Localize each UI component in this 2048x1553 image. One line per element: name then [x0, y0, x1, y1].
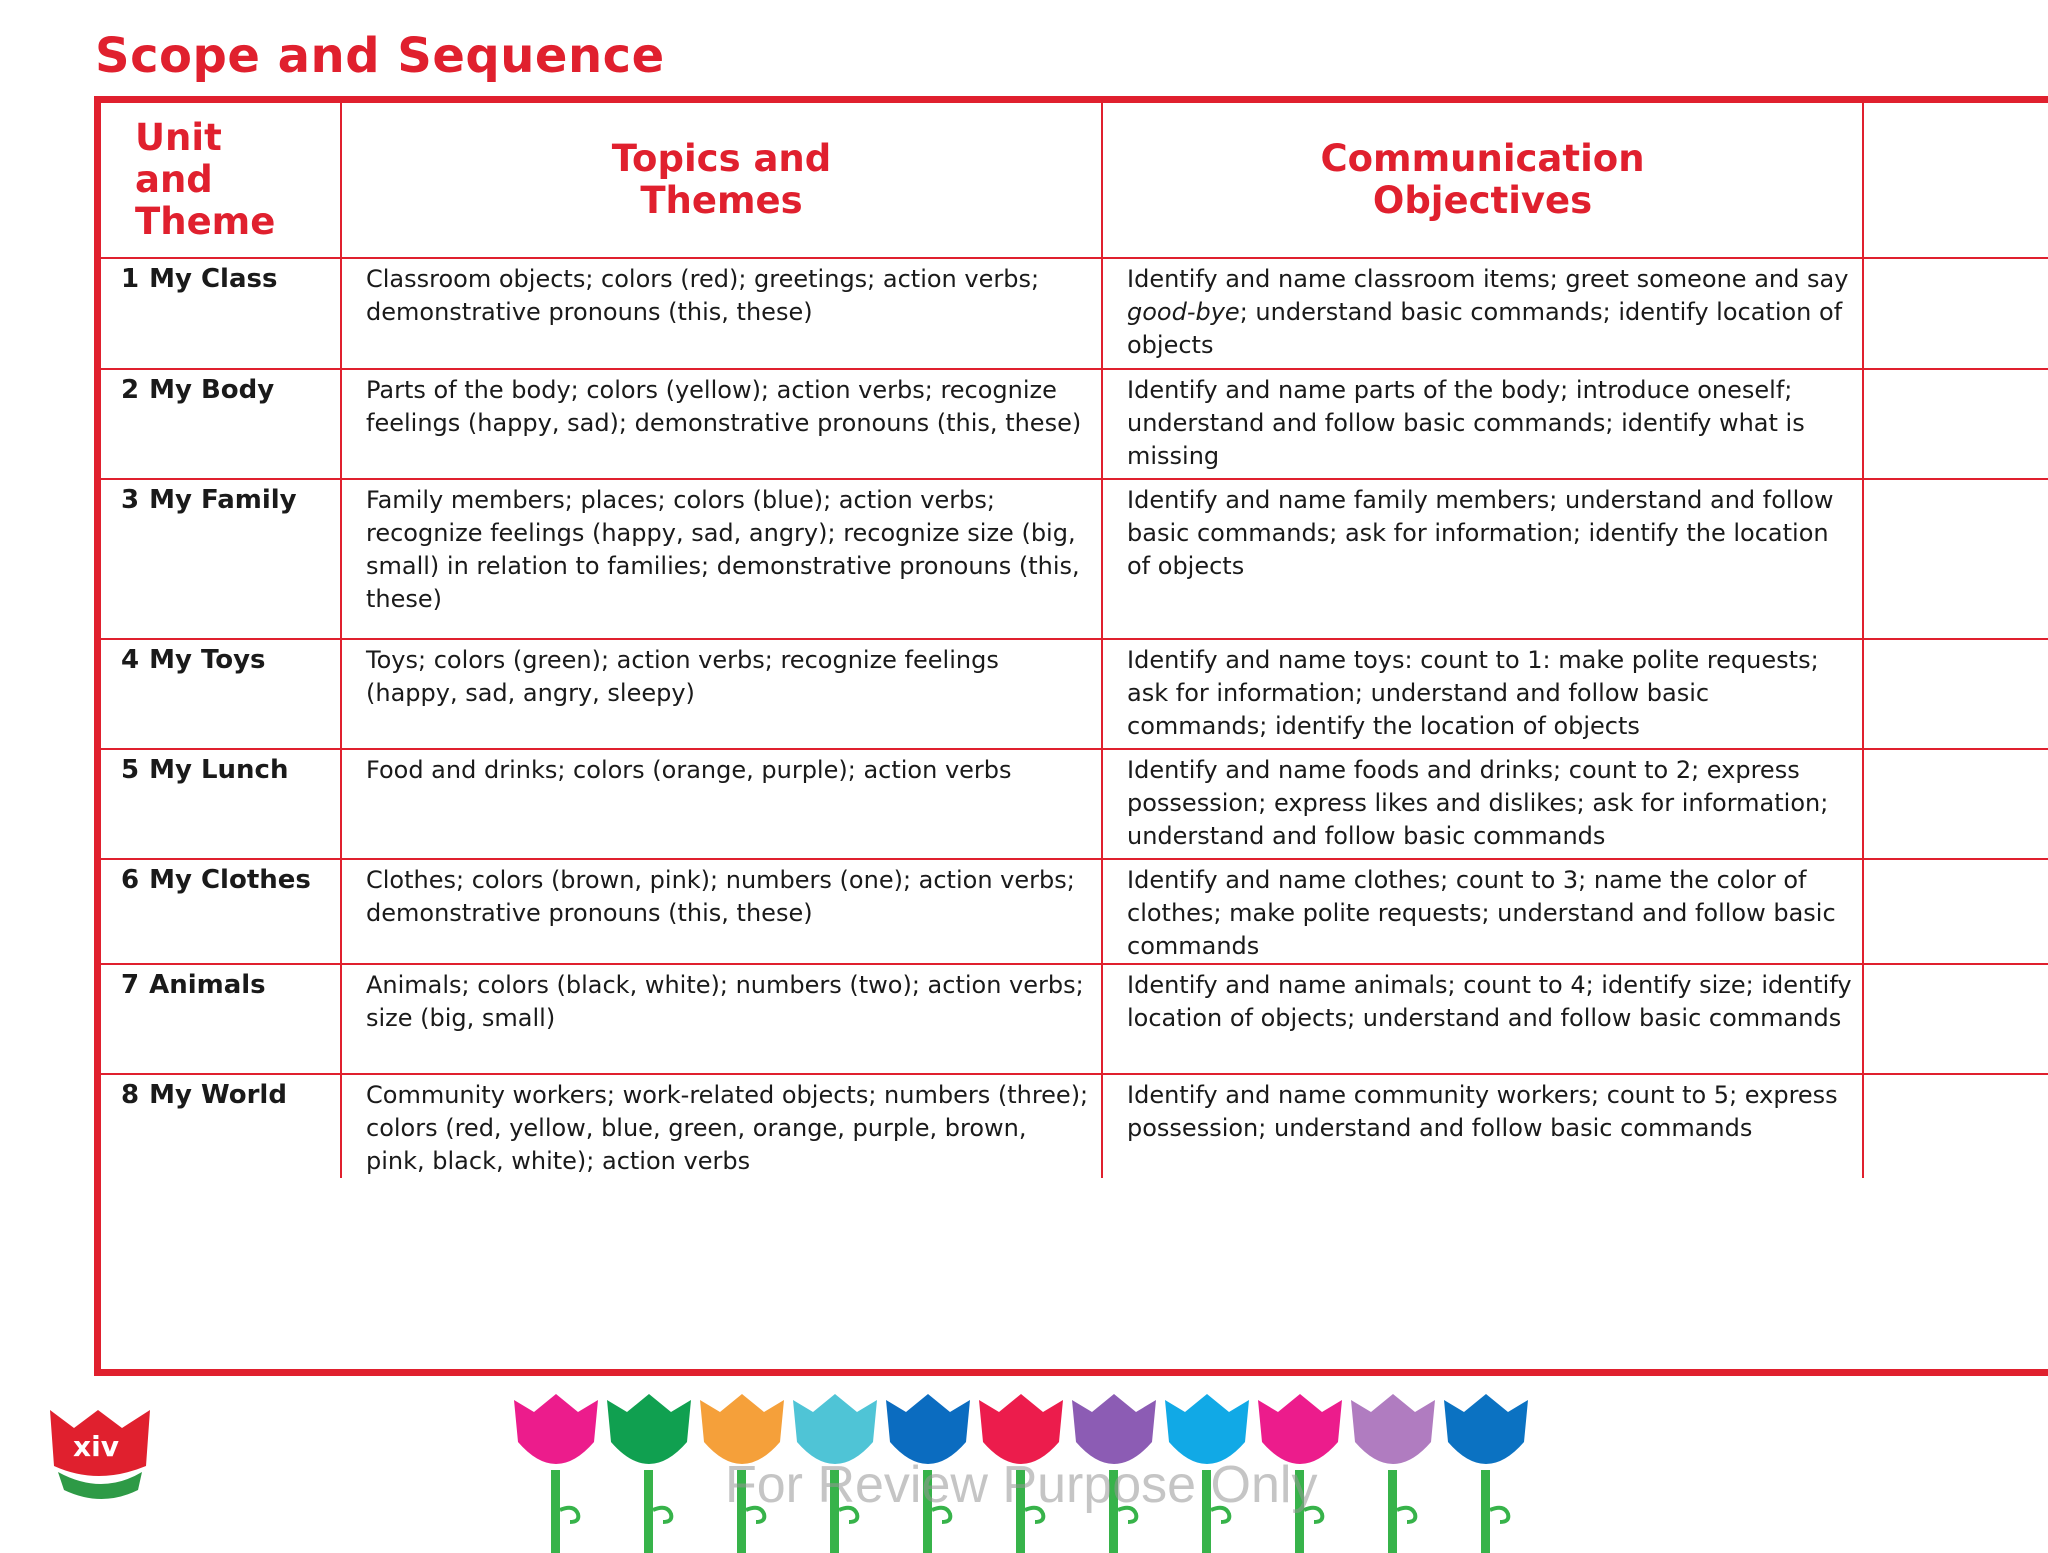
communication-cell: [1102, 639, 1863, 749]
unit-number: 6: [121, 865, 140, 895]
unit-cell: [101, 1074, 341, 1178]
unit-cell: [101, 859, 341, 964]
unit-cell: [101, 479, 341, 639]
unit-number: 4: [121, 645, 140, 675]
tulip-icon: [510, 1390, 602, 1553]
communication-text: Identify and name community workers; count to 5; express possession; understand and follow basic commands: [1127, 1081, 1838, 1142]
header-unit-theme: Unit and Theme: [101, 103, 341, 258]
next-column-cell: [1863, 258, 2048, 369]
unit-cell: [101, 258, 341, 369]
communication-text: Identify and name foods and drinks; count to 2; express possession; express likes and dislikes; ask for information; understand and follow basic commands: [1127, 756, 1829, 850]
table-row: [101, 1074, 2048, 1178]
table-row: [101, 479, 2048, 639]
communication-cell: [1102, 1074, 1863, 1178]
unit-number: 2: [121, 375, 140, 405]
unit-theme: Animals: [149, 970, 266, 1000]
unit-number: 3: [121, 485, 140, 515]
communication-text: Identify and name parts of the body; introduce oneself; understand and follow basic commands; identify what is missing: [1127, 376, 1805, 470]
communication-text: Identify and name toys: count to 1: make polite requests; ask for information; understand and follow basic commands; identify the location of objects: [1127, 646, 1819, 740]
header-communication-objectives: Communication Objectives: [1102, 103, 1863, 258]
next-column-cell: [1863, 639, 2048, 749]
scope-table: [101, 103, 2048, 1178]
unit-theme: My Lunch: [149, 755, 289, 785]
unit-theme: My Class: [149, 264, 278, 294]
communication-cell: [1102, 964, 1863, 1074]
topics-cell: Community workers; work-related objects; numbers (three); colors (red, yellow, blue, green, orange, purple, brown, pink, black, white); action verbs: [341, 1074, 1102, 1178]
topics-cell: Food and drinks; colors (orange, purple); action verbs: [341, 749, 1102, 859]
communication-text: Identify and name animals; count to 4; identify size; identify location of objects; understand and follow basic commands: [1127, 971, 1852, 1032]
table-row: [101, 964, 2048, 1074]
page-number-badge: [46, 1410, 158, 1504]
communication-italic-text: good-bye: [1127, 298, 1240, 326]
next-column-cell: [1863, 749, 2048, 859]
tulip-icon: [1440, 1390, 1532, 1553]
communication-cell: [1102, 369, 1863, 479]
page-number: xiv: [73, 1430, 119, 1463]
topics-cell: Animals; colors (black, white); numbers (two); action verbs; size (big, small): [341, 964, 1102, 1074]
unit-number: 5: [121, 755, 140, 785]
topics-cell: Classroom objects; colors (red); greetings; action verbs; demonstrative pronouns (this, these): [341, 258, 1102, 369]
topics-cell: Family members; places; colors (blue); action verbs; recognize feelings (happy, sad, angry); recognize size (big, small) in relation to families; demonstrative pronouns (this, these): [341, 479, 1102, 639]
communication-text: Identify and name family members; understand and follow basic commands; ask for information; identify the location of objects: [1127, 486, 1834, 580]
topics-cell: Clothes; colors (brown, pink); numbers (one); action verbs; demonstrative pronouns (this, these): [341, 859, 1102, 964]
unit-cell: [101, 369, 341, 479]
unit-theme: My Family: [149, 485, 297, 515]
tulip-icon: [603, 1390, 695, 1553]
unit-number: 1: [121, 264, 140, 294]
tulip-icon: [1347, 1390, 1439, 1553]
unit-cell: [101, 964, 341, 1074]
communication-text: Identify and name classroom items; greet someone and say: [1127, 265, 1849, 293]
unit-number: 8: [121, 1080, 140, 1110]
communication-cell: [1102, 258, 1863, 369]
unit-theme: My Clothes: [149, 865, 311, 895]
next-column-cell: [1863, 369, 2048, 479]
unit-cell: [101, 749, 341, 859]
communication-text: Identify and name clothes; count to 3; name the color of clothes; make polite requests; understand and follow basic commands: [1127, 866, 1836, 960]
header-topics-themes: Topics and Themes: [341, 103, 1102, 258]
table-row: [101, 749, 2048, 859]
table-row: [101, 369, 2048, 479]
table-row: [101, 639, 2048, 749]
topics-cell: Parts of the body; colors (yellow); action verbs; recognize feelings (happy, sad); demonstrative pronouns (this, these): [341, 369, 1102, 479]
header-row: [101, 103, 2048, 258]
watermark: For Review Purpose Only: [725, 1456, 1318, 1514]
next-column-cell: [1863, 859, 2048, 964]
header-next-column: [1863, 103, 2048, 258]
communication-text-continued: ; understand basic commands; identify location of objects: [1127, 298, 1843, 359]
communication-cell: [1102, 479, 1863, 639]
communication-cell: [1102, 859, 1863, 964]
next-column-cell: [1863, 964, 2048, 1074]
next-column-cell: [1863, 479, 2048, 639]
page-title: Scope and Sequence: [95, 28, 665, 84]
unit-cell: [101, 639, 341, 749]
unit-theme: My World: [149, 1080, 287, 1110]
table-row: [101, 859, 2048, 964]
communication-cell: [1102, 749, 1863, 859]
unit-theme: My Toys: [149, 645, 266, 675]
unit-number: 7: [121, 970, 140, 1000]
topics-cell: Toys; colors (green); action verbs; recognize feelings (happy, sad, angry, sleepy): [341, 639, 1102, 749]
table-row: [101, 258, 2048, 369]
next-column-cell: [1863, 1074, 2048, 1178]
unit-theme: My Body: [149, 375, 275, 405]
